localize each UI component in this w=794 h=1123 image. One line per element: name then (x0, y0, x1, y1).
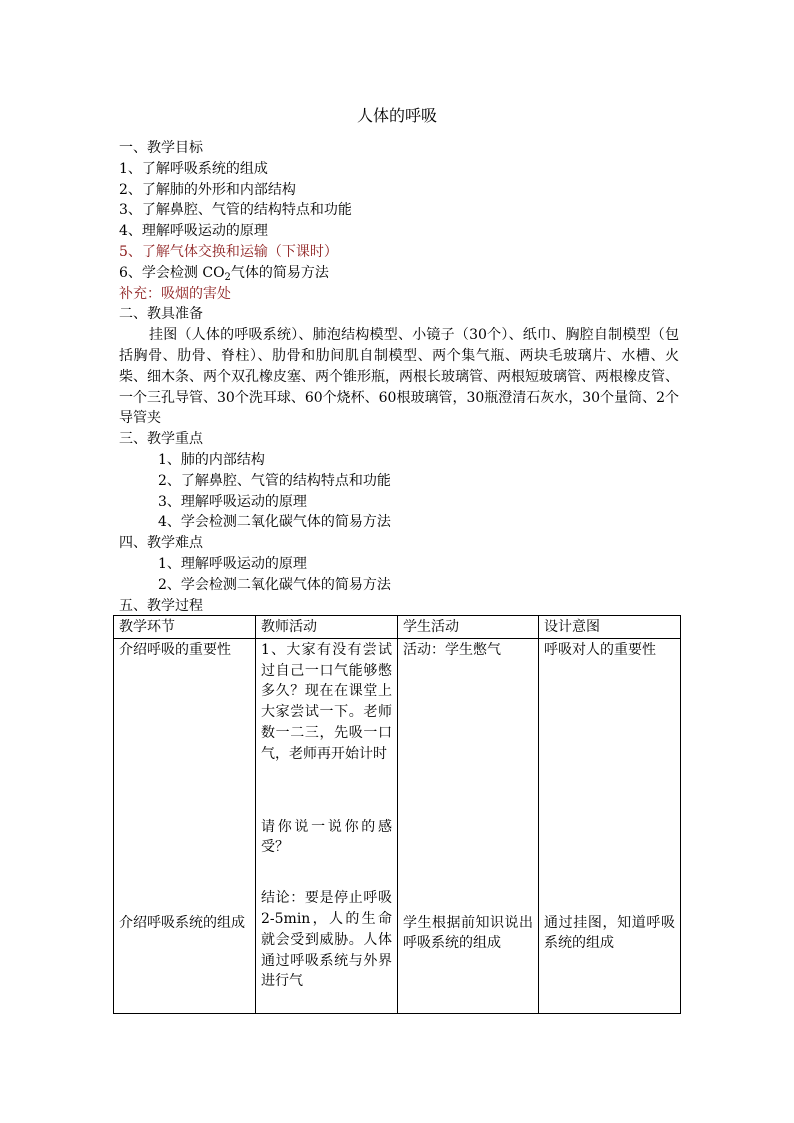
table-header-cell: 学生活动 (398, 616, 539, 639)
document-title: 人体的呼吸 (356, 106, 437, 125)
stage-system: 介绍呼吸系统的组成 (119, 914, 245, 931)
key-point-item: 2、了解鼻腔、气管的结构特点和功能 (158, 472, 391, 489)
objective-item: 4、理解呼吸运动的原理 (119, 223, 268, 240)
difficulties-heading: 四、教学难点 (119, 535, 203, 552)
objectives-heading: 一、教学目标 (119, 140, 203, 156)
co2-subscript: 2 (224, 271, 231, 283)
student-cell (398, 638, 539, 1013)
design-intent-2: 通过挂图，知道呼吸系统的组成 (544, 914, 675, 952)
student-activity-2: 学生根据前知识说出呼吸系统的组成 (403, 914, 533, 952)
table-header-cell: 教师活动 (256, 616, 398, 639)
key-point-item: 4、学会检测二氧化碳气体的简易方法 (158, 514, 391, 531)
stage-importance: 介绍呼吸的重要性 (119, 641, 231, 658)
process-heading: 五、教学过程 (119, 597, 203, 614)
materials-paragraph: 挂图（人体的呼吸系统）、肺泡结构模型、小镜子（30个）、纸巾、胸腔自制模型（包括胸骨、肋骨、脊柱）、肋骨和肋间肌自制模型、两个集气瓶、两块毛玻璃片、水槽、火柴、细木条、两个双孔橡皮塞、两个锥形瓶，两根长玻璃管、两根短玻璃管、两根橡皮管、一个三孔导管、30个洗耳球、60个烧杯、60根玻璃管，30瓶澄清石灰水，30个量筒、2个导管夹 (119, 327, 679, 427)
supplement-note: 补充：吸烟的害处 (119, 285, 231, 302)
materials-heading: 二、教具准备 (119, 306, 203, 323)
table-row (114, 638, 681, 1013)
document-body (119, 138, 679, 616)
objective-item-co2 (119, 263, 679, 284)
teaching-process-table (113, 615, 681, 1014)
stage-cell (114, 638, 256, 1013)
teacher-activity-3: 结论：要是停止呼吸2-5min，人的生命就会受到威胁。人体通过呼吸系统与外界进行气 (261, 890, 392, 990)
objective-item: 1、了解呼吸系统的组成 (119, 160, 268, 177)
objective6-text: 6、学会检测 CO (119, 264, 225, 281)
intent-cell (539, 638, 681, 1013)
table-header-cell: 设计意图 (539, 616, 681, 639)
objective-item: 2、了解肺的外形和内部结构 (119, 181, 296, 198)
table-header-cell: 教学环节 (114, 616, 256, 639)
teacher-activity-2: 请你说一说你的感受？ (261, 818, 392, 856)
difficulty-item: 1、理解呼吸运动的原理 (158, 555, 307, 572)
objective-item-highlighted: 5、了解气体交换和运输（下课时） (119, 243, 338, 260)
table-header-row (114, 616, 681, 639)
student-activity-1: 活动：学生憋气 (403, 641, 501, 658)
key-points-heading: 三、教学重点 (119, 431, 203, 448)
key-point-item: 1、肺的内部结构 (158, 451, 265, 468)
objective6-text-tail: 气体的简易方法 (230, 264, 329, 281)
teacher-cell (256, 638, 398, 1013)
design-intent-1: 呼吸对人的重要性 (544, 641, 656, 658)
objective-item: 3、了解鼻腔、气管的结构特点和功能 (119, 202, 352, 219)
difficulty-item: 2、学会检测二氧化碳气体的简易方法 (158, 576, 391, 593)
key-point-item: 3、理解呼吸运动的原理 (158, 493, 307, 510)
teacher-activity-1: 1、大家有没有尝试过自己一口气能够憋多久？现在在课堂上大家尝试一下。老师数一二三，先吸一口气，老师再开始计时 (261, 641, 392, 762)
